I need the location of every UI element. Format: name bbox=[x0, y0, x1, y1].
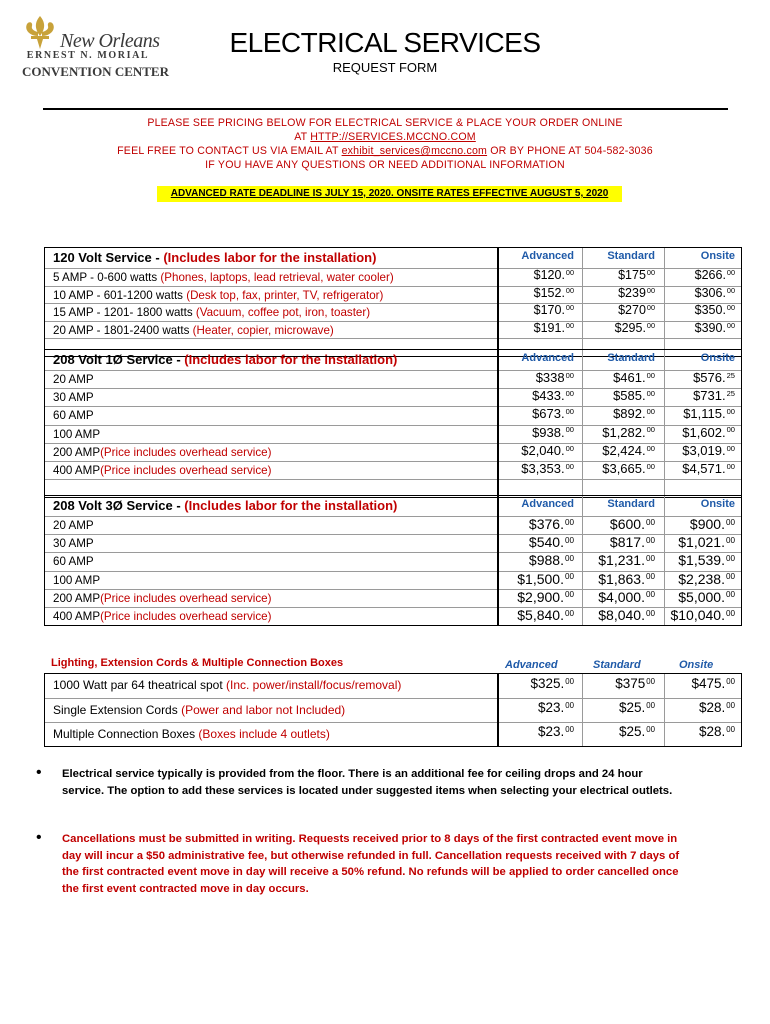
sec3-advanced-price-amount: $376. bbox=[528, 516, 564, 532]
sec3-row-note: (Price includes overhead service) bbox=[100, 591, 272, 605]
sec3-col-standard: Standard bbox=[607, 498, 655, 510]
sec1-onsite-price bbox=[663, 286, 735, 300]
sec3-standard-price-cents: 00 bbox=[645, 553, 655, 563]
sec3-onsite-price-amount: $5,000. bbox=[678, 588, 725, 605]
sec4-row-note: (Inc. power/install/focus/removal) bbox=[226, 678, 402, 692]
sec2-row-note: (Price includes overhead service) bbox=[100, 464, 272, 477]
bullet-cancellations: Cancellations must be submitted in writing. Requests received prior to 8 days of the first contracted event move in day will incur a $50 administrative fee, but otherwise refunded in full. Cancellation requests received with 7 days of the first contracted event move in day will receive a 50% refund. No refunds will be applied to order cancelled once the first event contracted move in day occurs. bbox=[62, 833, 680, 895]
sec2-row bbox=[45, 388, 497, 406]
sec1-onsite-price bbox=[663, 268, 735, 282]
sec2-onsite-price-amount: $576. bbox=[693, 370, 726, 385]
sec3-advanced-price-amount: $540. bbox=[528, 534, 564, 551]
sec3-advanced-price-cents: 00 bbox=[564, 517, 574, 527]
sec3-onsite-price bbox=[663, 571, 735, 587]
logo-ernest-n-morial: ERNEST N. MORIAL bbox=[26, 50, 150, 61]
sec3-standard-price-amount: $1,231. bbox=[598, 552, 645, 569]
sec2-row bbox=[45, 461, 497, 479]
sec4-standard-price-cents: 00 bbox=[646, 700, 655, 710]
sec4-advanced-price-amount: $23. bbox=[538, 724, 565, 739]
sec3-onsite-price bbox=[663, 516, 735, 532]
sec3-col-onsite: Onsite bbox=[700, 498, 735, 510]
logo-convention-center: CONVENTION CENTER bbox=[22, 64, 169, 79]
logo-new-orleans: New Orleans bbox=[60, 30, 160, 52]
sec2-onsite-price bbox=[663, 406, 735, 421]
sec1-title-text: 120 Volt Service - bbox=[53, 250, 164, 265]
sec2-standard-price bbox=[581, 461, 655, 476]
sec3-standard-price-cents: 00 bbox=[645, 572, 655, 582]
sec1-standard-price bbox=[581, 303, 655, 317]
sec1-advanced-price bbox=[498, 286, 574, 300]
sec4-onsite-price-cents: 00 bbox=[726, 724, 735, 734]
sec1-row bbox=[45, 286, 497, 304]
sec3-row-label: 100 AMP bbox=[53, 573, 101, 587]
sec2-row bbox=[45, 425, 497, 443]
sec2-advanced-price bbox=[498, 443, 574, 458]
sec3-onsite-price-cents: 00 bbox=[725, 535, 735, 545]
sec2-row bbox=[45, 443, 497, 461]
sec4-standard-price-amount: $25. bbox=[619, 700, 646, 715]
sec4-advanced-price bbox=[498, 700, 574, 715]
sec1-standard-price-amount: $270 bbox=[618, 303, 646, 317]
sec3-onsite-price bbox=[663, 589, 735, 605]
sec3-col-advanced: Advanced bbox=[521, 498, 574, 510]
sec4-row bbox=[45, 674, 497, 698]
sec3-row bbox=[45, 534, 497, 552]
sec2-advanced-price-amount: $938. bbox=[532, 424, 565, 440]
sec1-advanced-price-cents: 00 bbox=[565, 303, 574, 313]
sec2-advanced-price-amount: $673. bbox=[532, 406, 565, 422]
sec4-onsite-price bbox=[663, 676, 735, 691]
sec3-standard-price bbox=[581, 516, 655, 532]
sec3-label-box bbox=[44, 495, 498, 626]
sec1-standard-price bbox=[581, 286, 655, 300]
sec1-col-advanced: Advanced bbox=[521, 250, 574, 262]
sec1-onsite-price-cents: 00 bbox=[726, 268, 735, 278]
bullet-dot: • bbox=[36, 764, 42, 781]
sec2-label-box bbox=[44, 349, 498, 498]
sec4-advanced-price bbox=[498, 676, 574, 691]
sec2-onsite-price-cents: 00 bbox=[726, 461, 735, 471]
sec3-standard-price-amount: $4,000. bbox=[598, 588, 645, 605]
sec3-advanced-price-cents: 00 bbox=[564, 608, 574, 618]
sec3-advanced-price-amount: $2,900. bbox=[517, 588, 564, 605]
sec2-standard-price-cents: 00 bbox=[646, 370, 655, 380]
sec1-standard-price-amount: $239 bbox=[618, 285, 646, 300]
sec3-advanced-price bbox=[498, 607, 574, 623]
sec1-row-note: (Desk top, fax, printer, TV, refrigerator) bbox=[186, 288, 384, 302]
sec1-label-box bbox=[44, 247, 498, 357]
sec2-advanced-price-amount: $3,353. bbox=[521, 461, 565, 476]
sec3-onsite-price-amount: $1,021. bbox=[678, 534, 725, 551]
sec1-row-note: (Phones, laptops, lead retrieval, water cooler) bbox=[160, 271, 394, 284]
deadline-banner: ADVANCED RATE DEADLINE IS JULY 15, 2020. ONSITE RATES EFFECTIVE AUGUST 5, 2020 bbox=[157, 186, 622, 202]
sec3-advanced-price bbox=[498, 571, 574, 587]
sec2-standard-price-cents: 00 bbox=[646, 407, 655, 417]
sec3-onsite-price-amount: $2,238. bbox=[678, 570, 725, 587]
sec2-onsite-price bbox=[663, 425, 735, 440]
sec1-onsite-price-amount: $390. bbox=[694, 320, 726, 335]
sec2-onsite-price-amount: $1,115. bbox=[683, 406, 726, 422]
sec4-col-onsite: Onsite bbox=[679, 659, 714, 671]
sec3-onsite-price-amount: $900. bbox=[689, 516, 725, 532]
sec1-row-note: (Heater, copier, microwave) bbox=[192, 323, 334, 337]
sec4-row-note: (Boxes include 4 outlets) bbox=[198, 727, 330, 741]
sec3-standard-price-cents: 00 bbox=[645, 590, 655, 600]
sec2-advanced-price bbox=[498, 388, 574, 403]
sec2-onsite-price-cents: 25 bbox=[726, 370, 735, 380]
sec4-onsite-price-amount: $475. bbox=[691, 676, 726, 691]
sec3-standard-price-cents: 00 bbox=[645, 608, 655, 618]
sec2-standard-price bbox=[581, 425, 655, 440]
sec3-advanced-price-amount: $5,840. bbox=[517, 607, 564, 623]
sec1-advanced-price-amount: $170. bbox=[533, 303, 565, 317]
sec3-row-label: 30 AMP bbox=[53, 537, 94, 551]
notice-phone-text: OR BY PHONE AT 504-582-3036 bbox=[487, 145, 653, 157]
sec1-row-label: 20 AMP - 1801-2400 watts bbox=[53, 323, 193, 337]
sec2-advanced-price-cents: 00 bbox=[565, 370, 574, 380]
sec3-onsite-price-amount: $1,539. bbox=[678, 552, 725, 569]
sec2-standard-price-cents: 00 bbox=[646, 389, 655, 399]
sec3-advanced-price bbox=[498, 516, 574, 532]
sec3-title bbox=[53, 498, 397, 513]
sec3-row bbox=[45, 552, 497, 570]
sec2-advanced-price-cents: 00 bbox=[565, 389, 574, 399]
sec4-row bbox=[45, 698, 497, 722]
sec4-standard-price-amount: $25. bbox=[619, 724, 646, 739]
sec1-onsite-price-cents: 00 bbox=[726, 285, 735, 295]
sec3-advanced-price-cents: 00 bbox=[564, 535, 574, 545]
sec1-advanced-price-cents: 00 bbox=[565, 320, 574, 330]
sec1-standard-price-cents: 00 bbox=[646, 268, 655, 278]
sec4-row-note: (Power and labor not Included) bbox=[181, 703, 346, 717]
sec2-standard-price bbox=[581, 370, 655, 385]
sec2-row bbox=[45, 406, 497, 424]
sec3-row-label: 60 AMP bbox=[53, 555, 94, 569]
sec4-row-label: 1000 Watt par 64 theatrical spot bbox=[53, 678, 226, 692]
sec2-standard-price bbox=[581, 388, 655, 403]
sec2-standard-price-amount: $2,424. bbox=[602, 442, 646, 458]
notice-at-text: AT bbox=[294, 131, 311, 143]
sec4-row-label: Single Extension Cords bbox=[53, 703, 182, 717]
sec1-onsite-price-amount: $306. bbox=[694, 285, 726, 300]
sec2-advanced-price-cents: 00 bbox=[565, 425, 574, 435]
sec3-title-text: 208 Volt 3Ø Service - bbox=[53, 498, 185, 513]
sec2-row-label: 20 AMP bbox=[53, 373, 94, 386]
sec4-standard-price-amount: $375 bbox=[615, 676, 646, 691]
sec1-price-box bbox=[498, 247, 742, 357]
sec1-row bbox=[45, 303, 497, 321]
sec1-advanced-price bbox=[498, 321, 574, 335]
sec3-row-label: 400 AMP bbox=[53, 610, 101, 623]
sec1-standard-price-cents: 00 bbox=[646, 320, 655, 330]
sec1-row-label: 15 AMP - 1201- 1800 watts bbox=[53, 306, 196, 319]
sec2-standard-price-amount: $892. bbox=[613, 406, 646, 422]
price-row-divider bbox=[499, 479, 741, 480]
sec4-onsite-price bbox=[663, 700, 735, 715]
sec3-standard-price-amount: $8,040. bbox=[598, 607, 645, 623]
sec1-row bbox=[45, 268, 497, 286]
sec4-onsite-price-cents: 00 bbox=[726, 676, 735, 686]
sec4-standard-price-cents: 00 bbox=[646, 724, 655, 734]
sec3-onsite-price-cents: 00 bbox=[725, 572, 735, 582]
sec2-advanced-price-amount: $2,040. bbox=[521, 442, 565, 458]
sec3-onsite-price-amount: $10,040. bbox=[670, 607, 725, 623]
notice-contact-text: FEEL FREE TO CONTACT US VIA EMAIL AT bbox=[117, 145, 342, 157]
sec1-row-note: (Vacuum, coffee pot, iron, toaster) bbox=[195, 306, 371, 319]
sec2-row-label: 30 AMP bbox=[53, 391, 94, 405]
sec2-onsite-price-cents: 25 bbox=[726, 389, 735, 399]
column-divider bbox=[582, 248, 583, 356]
sec4-title: Lighting, Extension Cords & Multiple Connection Boxes bbox=[51, 657, 344, 669]
sec3-title-note: (Includes labor for the installation) bbox=[184, 498, 398, 513]
notice-line-4: IF YOU HAVE ANY QUESTIONS OR NEED ADDITIONAL INFORMATION bbox=[205, 159, 565, 171]
sec1-advanced-price-amount: $191. bbox=[533, 320, 565, 335]
bullet-electrical-service: Electrical service typically is provided from the floor. There is an additional fee for ceiling drops and 24 hour service. The option to add these services is located under suggested items when selecting your electrical outlets. bbox=[62, 768, 673, 797]
sec2-standard-price-cents: 00 bbox=[646, 425, 655, 435]
sec1-advanced-price-amount: $120. bbox=[533, 268, 565, 282]
sec1-onsite-price-amount: $350. bbox=[694, 303, 726, 317]
sec3-advanced-price-amount: $988. bbox=[528, 552, 564, 569]
sec3-advanced-price-cents: 00 bbox=[564, 590, 574, 600]
sec4-advanced-price-amount: $23. bbox=[538, 700, 565, 715]
sec1-advanced-price-cents: 00 bbox=[565, 268, 574, 278]
sec2-col-onsite: Onsite bbox=[700, 352, 735, 364]
sec2-onsite-price-cents: 00 bbox=[726, 443, 735, 453]
sec1-onsite-price-amount: $266. bbox=[694, 268, 726, 282]
sec2-standard-price-amount: $585. bbox=[613, 388, 646, 404]
sec2-row bbox=[45, 370, 497, 388]
sec3-onsite-price bbox=[663, 607, 735, 623]
sec2-col-standard: Standard bbox=[607, 352, 655, 364]
sec1-advanced-price bbox=[498, 303, 574, 317]
sec1-advanced-price-amount: $152. bbox=[533, 285, 565, 300]
sec2-row-note: (Price includes overhead service) bbox=[100, 445, 272, 459]
sec4-advanced-price bbox=[498, 724, 574, 739]
sec3-row-label: 20 AMP bbox=[53, 519, 94, 532]
sec4-row bbox=[45, 722, 497, 746]
sec3-standard-price-amount: $1,863. bbox=[598, 570, 645, 587]
sec3-standard-price bbox=[581, 552, 655, 568]
sec1-standard-price-amount: $175 bbox=[618, 268, 646, 282]
sec3-row bbox=[45, 571, 497, 589]
sec4-label-box bbox=[44, 673, 498, 747]
sec3-onsite-price-cents: 00 bbox=[725, 517, 735, 527]
sec3-onsite-price-cents: 00 bbox=[725, 608, 735, 618]
email-link[interactable]: exhibit_services@mccno.com bbox=[341, 145, 488, 157]
sec2-advanced-price-cents: 00 bbox=[565, 407, 574, 417]
sec2-col-advanced: Advanced bbox=[521, 352, 574, 364]
sec3-row bbox=[45, 516, 497, 534]
sec4-advanced-price-cents: 00 bbox=[565, 724, 574, 734]
sec4-col-advanced: Advanced bbox=[505, 659, 558, 671]
sec4-advanced-price-cents: 00 bbox=[565, 676, 574, 686]
sec1-standard-price-cents: 00 bbox=[646, 285, 655, 295]
sec2-standard-price-cents: 00 bbox=[646, 461, 655, 471]
sec1-advanced-price-cents: 00 bbox=[565, 285, 574, 295]
sec2-onsite-price-amount: $731. bbox=[693, 388, 726, 404]
price-row-divider bbox=[499, 698, 741, 699]
sec4-col-standard: Standard bbox=[593, 659, 641, 671]
sec1-row bbox=[45, 321, 497, 339]
sec2-onsite-price bbox=[663, 443, 735, 458]
sec2-onsite-price bbox=[663, 370, 735, 385]
sec3-advanced-price bbox=[498, 534, 574, 550]
sec2-title bbox=[53, 352, 397, 367]
notice-line-1: PLEASE SEE PRICING BELOW FOR ELECTRICAL SERVICE & PLACE YOUR ORDER ONLINE bbox=[147, 117, 623, 129]
sec3-standard-price bbox=[581, 607, 655, 623]
sec2-row-label: 60 AMP bbox=[53, 409, 94, 423]
sec3-advanced-price-cents: 00 bbox=[564, 553, 574, 563]
sec1-onsite-price bbox=[663, 321, 735, 335]
sec4-standard-price bbox=[581, 724, 655, 739]
sec1-col-onsite: Onsite bbox=[700, 250, 735, 262]
sec1-title bbox=[53, 250, 376, 265]
sec1-onsite-price-cents: 00 bbox=[726, 320, 735, 330]
sec2-advanced-price-amount: $433. bbox=[532, 388, 565, 404]
sec2-title-text: 208 Volt 1Ø Service - bbox=[53, 352, 185, 367]
sec2-onsite-price-amount: $4,571. bbox=[682, 461, 726, 476]
sec4-advanced-price-amount: $325. bbox=[530, 676, 565, 691]
sec3-row-note: (Price includes overhead service) bbox=[100, 610, 272, 623]
sec2-standard-price-amount: $3,665. bbox=[602, 461, 646, 476]
sec4-onsite-price-amount: $28. bbox=[699, 724, 726, 739]
sec3-advanced-price bbox=[498, 552, 574, 568]
sec2-advanced-price bbox=[498, 461, 574, 476]
sec4-standard-price bbox=[581, 700, 655, 715]
sec3-standard-price bbox=[581, 589, 655, 605]
sec1-onsite-price bbox=[663, 303, 735, 317]
sec2-advanced-price-cents: 00 bbox=[565, 461, 574, 471]
notice-line-3 bbox=[0, 145, 770, 157]
sec3-advanced-price-amount: $1,500. bbox=[517, 570, 564, 587]
sec2-onsite-price-cents: 00 bbox=[726, 425, 735, 435]
sec2-standard-price-amount: $461. bbox=[613, 370, 646, 385]
sec3-standard-price-amount: $817. bbox=[609, 534, 645, 551]
sec4-standard-price-cents: 00 bbox=[646, 676, 655, 686]
sec3-advanced-price-cents: 00 bbox=[564, 572, 574, 582]
services-link[interactable]: HTTP://SERVICES.MCCNO.COM bbox=[310, 131, 476, 143]
sec4-row-label: Multiple Connection Boxes bbox=[53, 727, 199, 741]
sec1-standard-price bbox=[581, 321, 655, 335]
sec2-row-label: 200 AMP bbox=[53, 445, 101, 459]
sec3-standard-price-cents: 00 bbox=[645, 535, 655, 545]
sec2-advanced-price-cents: 00 bbox=[565, 443, 574, 453]
sec2-standard-price-amount: $1,282. bbox=[602, 424, 646, 440]
sec3-onsite-price bbox=[663, 552, 735, 568]
sec2-advanced-price bbox=[498, 406, 574, 421]
sec2-advanced-price bbox=[498, 370, 574, 385]
column-divider bbox=[664, 248, 665, 356]
sec2-standard-price bbox=[581, 406, 655, 421]
sec3-onsite-price-cents: 00 bbox=[725, 590, 735, 600]
page-title: ELECTRICAL SERVICES bbox=[229, 27, 541, 58]
sec3-standard-price-cents: 00 bbox=[645, 517, 655, 527]
sec1-row-label: 10 AMP - 601-1200 watts bbox=[53, 288, 187, 302]
sec3-row bbox=[45, 589, 497, 607]
sec3-advanced-price bbox=[498, 589, 574, 605]
bullet-dot: • bbox=[36, 829, 42, 846]
price-row-divider bbox=[499, 722, 741, 723]
sec2-onsite-price bbox=[663, 461, 735, 476]
sec2-onsite-price-cents: 00 bbox=[726, 407, 735, 417]
sec3-standard-price bbox=[581, 571, 655, 587]
sec4-onsite-price bbox=[663, 724, 735, 739]
sec1-onsite-price-cents: 00 bbox=[726, 303, 735, 313]
sec3-standard-price bbox=[581, 534, 655, 550]
sec3-standard-price-amount: $600. bbox=[609, 516, 645, 532]
sec3-row-label: 200 AMP bbox=[53, 591, 101, 605]
page-subtitle: REQUEST FORM bbox=[332, 60, 438, 75]
sec2-row-label: 400 AMP bbox=[53, 464, 101, 477]
sec3-row bbox=[45, 607, 497, 625]
sec2-onsite-price-amount: $3,019. bbox=[682, 442, 726, 458]
sec1-col-standard: Standard bbox=[607, 250, 655, 262]
price-row-divider bbox=[499, 338, 741, 339]
sec2-advanced-price bbox=[498, 425, 574, 440]
sec1-standard-price-amount: $295. bbox=[614, 320, 646, 335]
sec2-onsite-price-amount: $1,602. bbox=[682, 424, 726, 440]
sec2-standard-price-cents: 00 bbox=[646, 443, 655, 453]
sec1-standard-price-cents: 00 bbox=[646, 303, 655, 313]
sec2-standard-price bbox=[581, 443, 655, 458]
sec4-advanced-price-cents: 00 bbox=[565, 700, 574, 710]
sec3-onsite-price-cents: 00 bbox=[725, 553, 735, 563]
sec4-onsite-price-cents: 00 bbox=[726, 700, 735, 710]
header-divider bbox=[43, 108, 728, 110]
sec3-onsite-price bbox=[663, 534, 735, 550]
sec1-row-label: 5 AMP - 0-600 watts bbox=[53, 271, 161, 284]
notice-line-2 bbox=[0, 131, 770, 143]
sec4-onsite-price-amount: $28. bbox=[699, 700, 726, 715]
sec2-row-label: 100 AMP bbox=[53, 427, 101, 441]
sec2-advanced-price-amount: $338 bbox=[535, 370, 565, 385]
sec2-onsite-price bbox=[663, 388, 735, 403]
sec1-advanced-price bbox=[498, 268, 574, 282]
sec4-standard-price bbox=[581, 676, 655, 691]
sec2-title-note: (Includes labor for the installation) bbox=[184, 352, 398, 367]
sec1-title-note: (Includes labor for the installation) bbox=[163, 250, 377, 265]
sec1-standard-price bbox=[581, 268, 655, 282]
